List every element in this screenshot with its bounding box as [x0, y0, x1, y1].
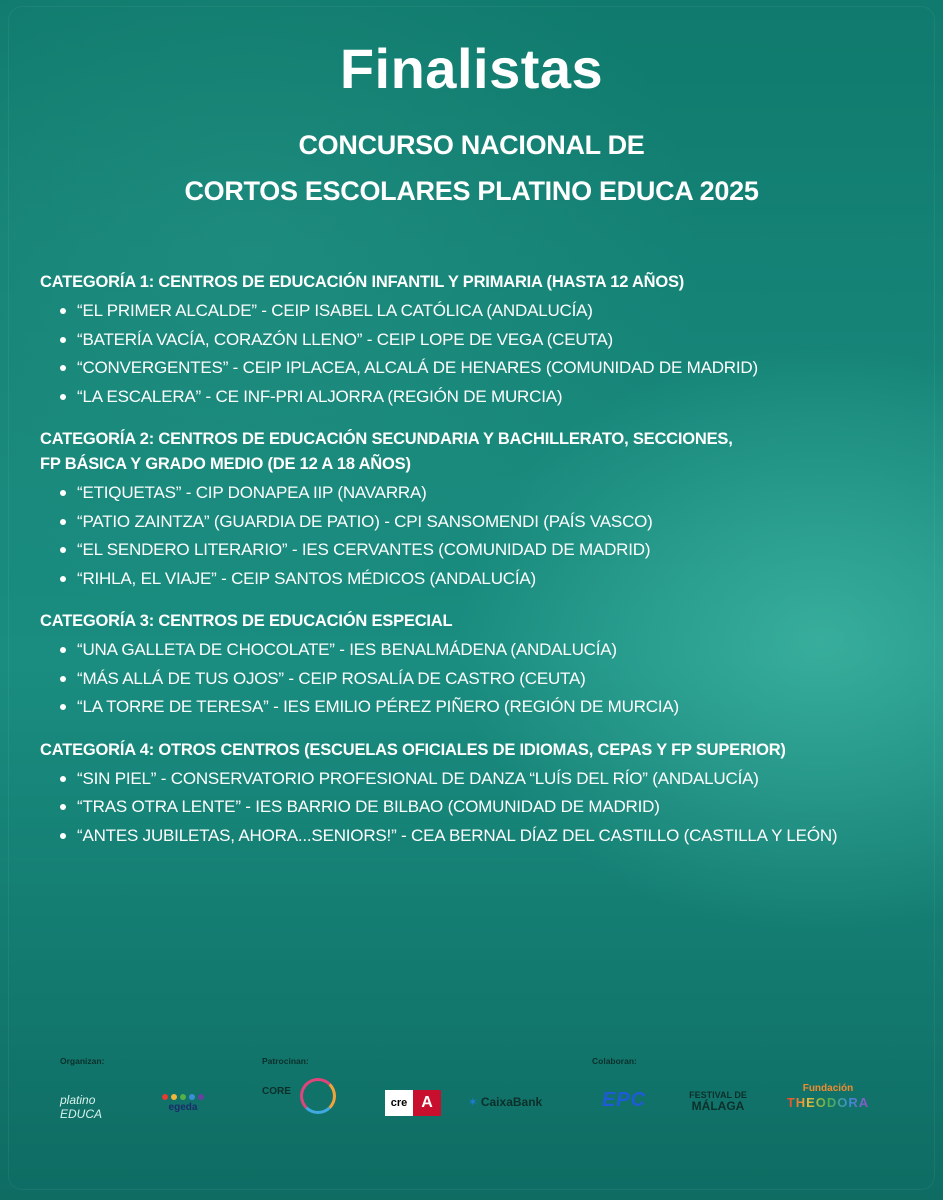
caixabank-logo-text: CaixaBank — [480, 1095, 543, 1109]
malaga-logo-line-2: MÁLAGA — [691, 1099, 745, 1113]
colaboran-label: Colaboran: — [592, 1056, 637, 1066]
category-4 — [40, 738, 930, 849]
list-item: “PATIO ZAINTZA” (GUARDIA DE PATIO) - CPI SANSOMENDI (PAÍS VASCO) — [60, 510, 797, 535]
organizan-label: Organizan: — [60, 1056, 105, 1066]
list-item: “EL PRIMER ALCALDE” - CEIP ISABEL LA CATÓLICA (ANDALUCÍA) — [60, 299, 797, 324]
category-title-line-2: FP BÁSICA Y GRADO MEDIO (DE 12 A 18 AÑOS) — [40, 455, 411, 473]
list-item: “TRAS OTRA LENTE” - IES BARRIO DE BILBAO (COMUNIDAD DE MADRID) — [60, 795, 930, 820]
category-items — [40, 481, 930, 591]
patrocinan-label: Patrocinan: — [262, 1056, 309, 1066]
list-item: “MÁS ALLÁ DE TUS OJOS” - CEIP ROSALÍA DE CASTRO (CEUTA) — [60, 667, 797, 692]
category-2 — [40, 427, 930, 591]
page-title: Finalistas — [339, 37, 604, 100]
category-title: CATEGORÍA 1: CENTROS DE EDUCACIÓN INFANTIL Y PRIMARIA (HASTA 12 AÑOS) — [40, 273, 685, 291]
list-item: “CONVERGENTES” - CEIP IPLACEA, ALCALÁ DE HENARES (COMUNIDAD DE MADRID) — [60, 356, 797, 381]
list-item: “LA ESCALERA” - CE INF-PRI ALJORRA (REGIÓN DE MURCIA) — [60, 385, 797, 410]
category-items — [40, 767, 930, 849]
list-item: “BATERÍA VACÍA, CORAZÓN LLENO” - CEIP LOPE DE VEGA (CEUTA) — [60, 328, 797, 353]
platino-educa-logo — [60, 1094, 136, 1120]
egeda-logo-text: egeda — [168, 1101, 198, 1113]
finalists-list — [40, 270, 930, 866]
category-items — [40, 299, 930, 409]
festival-malaga-logo — [672, 1086, 764, 1116]
list-item: “ANTES JUBILETAS, AHORA...SENIORS!” - CEA BERNAL DÍAZ DEL CASTILLO (CASTILLA Y LEÓN) — [60, 824, 930, 849]
category-title — [40, 427, 930, 477]
caixabank-star-icon: ✶ — [467, 1095, 478, 1109]
theodora-logo-line-2: THEODORA — [786, 1095, 870, 1110]
fundacion-theodora-logo — [778, 1078, 878, 1114]
list-item: “LA TORRE DE TERESA” - IES EMILIO PÉREZ PIÑERO (REGIÓN DE MURCIA) — [60, 695, 797, 720]
sponsors-footer — [0, 1050, 943, 1140]
category-items — [40, 638, 930, 720]
core-logo-text: CORE — [262, 1086, 291, 1097]
list-item: “SIN PIEL” - CONSERVATORIO PROFESIONAL DE DANZA “LUÍS DEL RÍO” (ANDALUCÍA) — [60, 767, 930, 792]
core-logo — [260, 1076, 370, 1126]
list-item: “EL SENDERO LITERARIO” - IES CERVANTES (COMUNIDAD DE MADRID) — [60, 538, 797, 563]
core-ring-icon — [300, 1078, 336, 1114]
caixabank-logo — [460, 1090, 550, 1114]
crea-a-logo — [413, 1090, 441, 1116]
list-item: “RIHLA, EL VIAJE” - CEIP SANTOS MÉDICOS (ANDALUCÍA) — [60, 567, 797, 592]
subtitle-line-2: CORTOS ESCOLARES PLATINO EDUCA 2025 — [184, 176, 759, 206]
egeda-dots-icon — [162, 1094, 204, 1100]
crea-logo — [385, 1090, 413, 1116]
theodora-logo-line-1: Fundación — [802, 1083, 854, 1094]
category-title-line-1: CATEGORÍA 2: CENTROS DE EDUCACIÓN SECUNDARIA Y BACHILLERATO, SECCIONES, — [40, 430, 733, 448]
platino-logo-text: platino EDUCA — [60, 1093, 103, 1121]
category-1 — [40, 270, 930, 409]
list-item: “UNA GALLETA DE CHOCOLATE” - IES BENALMÁDENA (ANDALUCÍA) — [60, 638, 797, 663]
list-item: “ETIQUETAS” - CIP DONAPEA IIP (NAVARRA) — [60, 481, 797, 506]
crea-logo-text: cre — [390, 1097, 408, 1109]
category-3 — [40, 609, 930, 720]
category-title: CATEGORÍA 4: OTROS CENTROS (ESCUELAS OFICIALES DE IDIOMAS, CEPAS Y FP SUPERIOR) — [40, 740, 786, 759]
egeda-logo — [148, 1080, 218, 1126]
category-title: CATEGORÍA 3: CENTROS DE EDUCACIÓN ESPECIAL — [40, 612, 453, 630]
malaga-logo-line-1: FESTIVAL DE — [689, 1090, 747, 1100]
epc-logo-text: EPC — [601, 1088, 647, 1111]
epc-logo — [592, 1086, 656, 1114]
crea-a-logo-text: A — [421, 1094, 433, 1111]
subtitle-line-1: CONCURSO NACIONAL DE — [298, 130, 645, 160]
